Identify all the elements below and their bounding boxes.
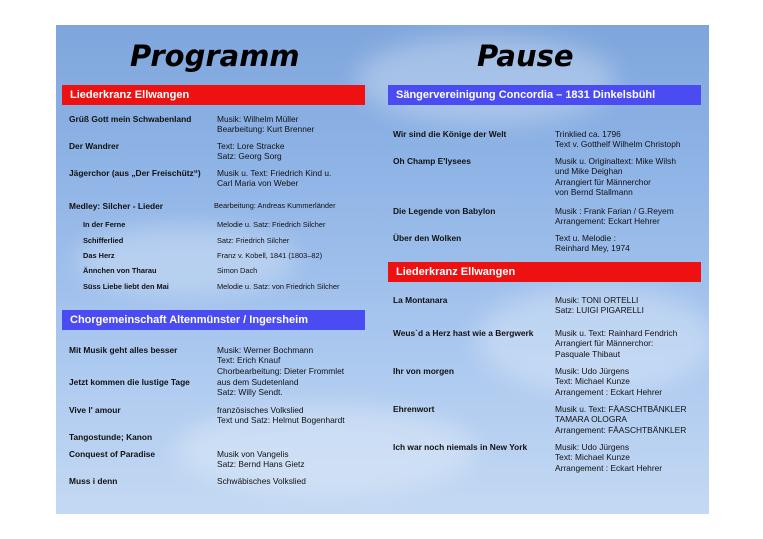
section-header-chorgemeinschaft: Chorgemeinschaft Altenmünster / Ingersheim bbox=[62, 310, 365, 330]
program-sheet: Programm Pause Liederkranz Ellwangen Grüß Gott mein Schwabenland Musik: Wilhelm Müller Bearbeitung: Kurt Brenner Der Wandrer Text: Lore Stracke Satz: Georg Sorg Jägerchor (aus „Der Freischütz“) Musik u. Text: Friedrich Kind u. Carl Maria von Weber Medley: Silcher - Lieder Bearbeitung: Andreas Kummerländer In der Ferne Melodie u. Satz: Friedrich Silcher Schifferlied Satz: Friedrich Silcher Das Herz Franz v. Kobell, 1841 (1803–82) Ännchen von Tharau Simon Dach Süss Liebe liebt den Mai Melodie u. Satz: von Friedrich Silcher Chorgemeinschaft Altenmünster / Ingersheim Mit Musik geht alles besser Musik: Werner Bochmann Text: Erich Knauf Chorbearbeitung: Dieter Frommlet Jetzt kommen die lustige Tage aus dem Sudetenland Satz: Willy Sendt. Vive l' amour französisches Volkslied Text und Satz: Helmut Bogenhardt Tangostunde; Kanon Conquest of Paradise Musik von Vangelis Satz: Bernd Hans Gietz Muss i denn Schwäbisches Volkslied Sängervereinigung Concordia – 1831 Dinkelsbühl Wir sind die Könige der Welt Trinklied ca. 1796 Text v. Gotthelf Wilhelm Christoph Oh Champ E'lysees Musik u. Originaltext: Mike Wilsh und Mike Deighan Arrangiert für Männerchor von Bernd Stallmann Die Legende von Babylon Musik : Frank Farian / G.Reyem Arrangement: Eckart Hehrer Über den Wolken Text u. Melodie : Reinhard Mey, 1974 Liederkranz Ellwangen La Montanara Musik: TONI ORTELLI Satz: LUIGI PIGARELLI Weus`d a Herz hast wie a Bergwerk Musik u. Text: Rainhard Fendrich Arrangiert für Männerchor: Pasquale Thibaut Ihr von morgen Musik: Udo Jürgens Text: Michael Kunze Arrangement : Eckart Hehrer Ehrenwort Musik u. Text: FÄASCHTBÄNKLER TAMARA OLOGRA Arrangement: FÄASCHTBÄNKLER Ich war noch niemals in New York Musik: Udo Jürgens Text: Michael Kunze Arrangement : Eckart Hehrer bbox=[56, 25, 709, 514]
pause-title: Pause bbox=[477, 39, 574, 73]
section-header-liederkranz-right: Liederkranz Ellwangen bbox=[388, 262, 701, 282]
section-header-liederkranz-left: Liederkranz Ellwangen bbox=[62, 85, 365, 105]
programm-title: Programm bbox=[130, 39, 300, 73]
section-header-saengervereinigung: Sängervereinigung Concordia – 1831 Dinkelsbühl bbox=[388, 85, 701, 105]
